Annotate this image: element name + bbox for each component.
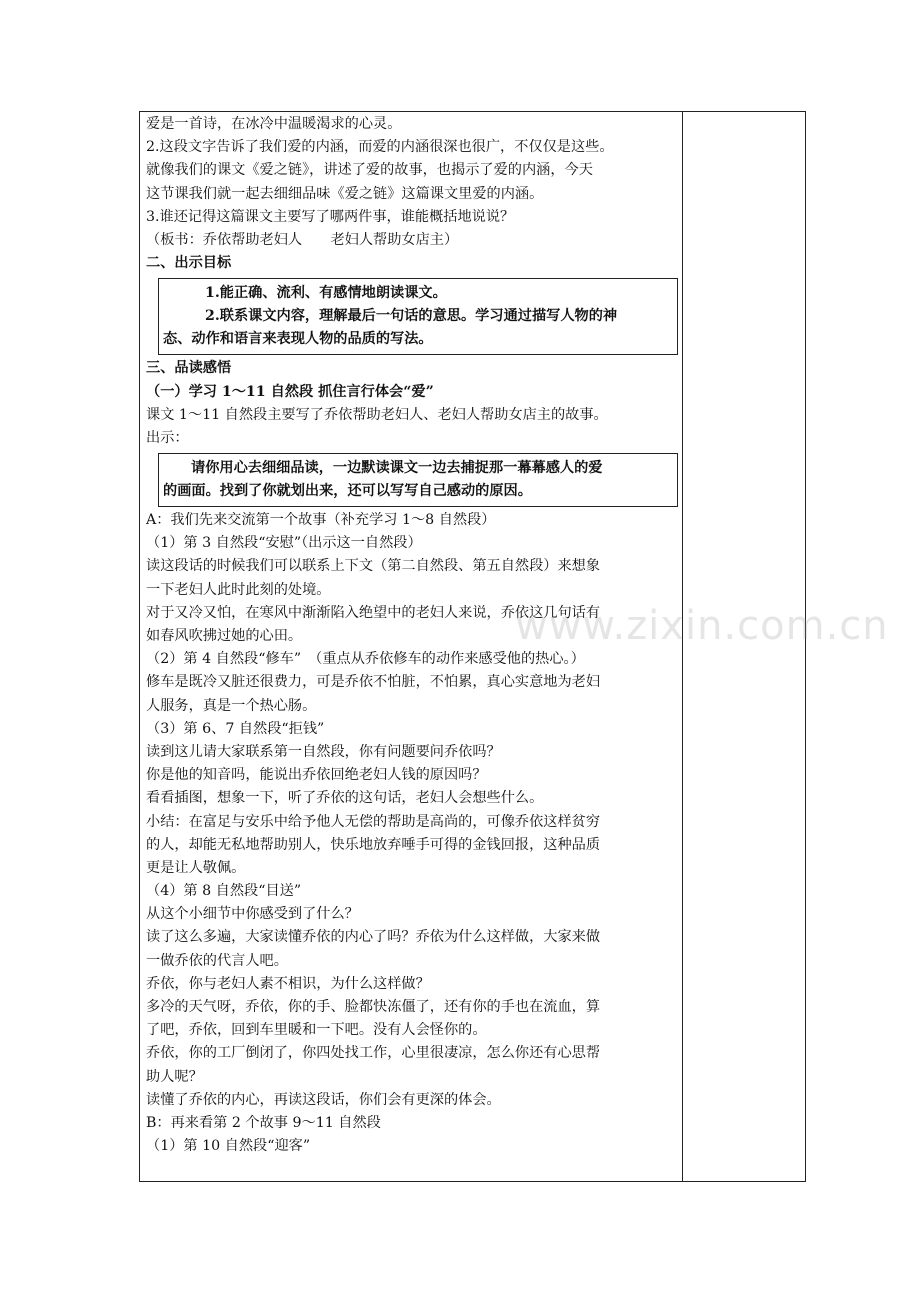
text-line: 一下老妇人此时此刻的处境。	[146, 581, 331, 598]
text-line: 修车是既冷又脏还很费力，可是乔依不怕脏，不怕累，真心实意地为老妇	[146, 674, 601, 691]
text-line: 更是让人敬佩。	[146, 859, 246, 876]
text-line: 乔依，你与老妇人素不相识，为什么这样做？	[146, 975, 430, 992]
text-line: 你是他的知音吗，能说出乔依回绝老妇人钱的原因吗？	[146, 767, 487, 784]
text-line: 对于又冷又怕，在寒风中渐渐陷入绝望中的老妇人来说，乔依这几句话有	[146, 604, 601, 621]
text-line: 读了这么多遍，大家读懂乔依的内心了吗？乔依为什么这样做，大家来做	[146, 929, 601, 946]
task-box	[158, 453, 678, 507]
text-line: B：再来看第 2 个故事 9～11 自然段	[146, 1114, 381, 1131]
text-line: 出示：	[146, 429, 189, 446]
text-line: 爱是一首诗，在冰冷中温暖渴求的心灵。	[146, 116, 402, 132]
text-line: 一做乔依的代言人吧。	[146, 952, 288, 969]
watermark: www.zixin.com.cn	[515, 603, 889, 649]
text-line: A：我们先来交流第一个故事（补充学习 1～8 自然段）	[146, 512, 496, 529]
text-line: 2.这段文字告诉了我们爱的内涵，而爱的内涵很深也很广，不仅仅是这些。	[146, 139, 614, 156]
text-line: 读到这儿请大家联系第一自然段，你有问题要问乔依吗？	[146, 743, 501, 760]
text-line: 3.谁还记得这篇课文主要写了哪两件事，谁能概括地说说？	[146, 208, 515, 225]
text-line: （板书：乔依帮助老妇人 老妇人帮助女店主）	[146, 231, 459, 248]
section-heading-reading: 三、品读感悟	[146, 360, 232, 377]
text-line: （1）第 3 自然段“安慰”（出示这一自然段）	[146, 535, 422, 552]
goal-item: 2.联系课文内容，理解最后一句话的意思。学习通过描写人物的神	[205, 308, 618, 325]
text-line: （4）第 8 自然段“目送”	[146, 883, 302, 900]
text-line: 读这段话的时候我们可以联系上下文（第二自然段、第五自然段）来想象	[146, 558, 601, 575]
text-line: 小结：在富足与安乐中给予他人无偿的帮助是高尚的，可像乔依这样贫穷	[146, 813, 601, 830]
text-line: 了吧，乔依，回到车里暖和一下吧。没有人会怪你的。	[146, 1022, 487, 1039]
text-line: 的人，却能无私地帮助别人，快乐地放弃唾手可得的金钱回报，这种品质	[146, 836, 601, 853]
lesson-content	[146, 113, 678, 1158]
text-line: 从这个小细节中你感受到了什么？	[146, 906, 359, 923]
section-heading-goals: 二、出示目标	[146, 255, 232, 272]
goal-item: 1.能正确、流利、有感情地朗读课文。	[205, 285, 447, 302]
text-line: 助人呢？	[146, 1068, 203, 1085]
text-line: （2）第 4 自然段“修车” （重点从乔依修车的动作来感受他的热心。）	[146, 651, 585, 668]
goal-item: 态、动作和语言来表现人物的品质的写法。	[163, 331, 433, 348]
text-line: （1）第 10 自然段“迎客”	[146, 1138, 311, 1155]
subsection-heading: （一）学习 1～11 自然段 抓住言行体会“爱”	[146, 383, 434, 400]
task-line: 的画面。找到了你就划出来，还可以写写自己感动的原因。	[163, 483, 532, 500]
text-line: 就像我们的课文《爱之链》，讲述了爱的故事，也揭示了爱的内涵，今天	[146, 162, 593, 179]
text-line: 如春风吹拂过她的心田。	[146, 628, 303, 644]
text-line: 多冷的天气呀，乔依，你的手、脸都快冻僵了，还有你的手也在流血，算	[146, 999, 601, 1015]
lesson-body	[146, 509, 678, 1158]
text-line: 乔依，你的工厂倒闭了，你四处找工作，心里很凄凉，怎么你还有心思帮	[146, 1045, 601, 1062]
text-line: 这节课我们就一起去细细品味《爱之链》这篇课文里爱的内涵。	[146, 185, 544, 202]
text-line: 人服务，真是一个热心肠。	[146, 697, 317, 714]
text-line: 读懂了乔依的内心，再读这段话，你们会有更深的体会。	[146, 1091, 501, 1108]
text-line: （3）第 6、7 自然段“拒钱”	[146, 720, 325, 737]
text-line: 看看插图，想象一下，听了乔依的这句话，老妇人会想些什么。	[146, 790, 544, 807]
task-line: 请你用心去细细品读，一边默读课文一边去捕捉那一幕幕感人的爱	[191, 460, 603, 477]
table-column-divider	[682, 111, 683, 1182]
text-line: 课文 1～11 自然段主要写了乔依帮助老妇人、老妇人帮助女店主的故事。	[146, 406, 608, 423]
goals-box	[158, 278, 678, 355]
